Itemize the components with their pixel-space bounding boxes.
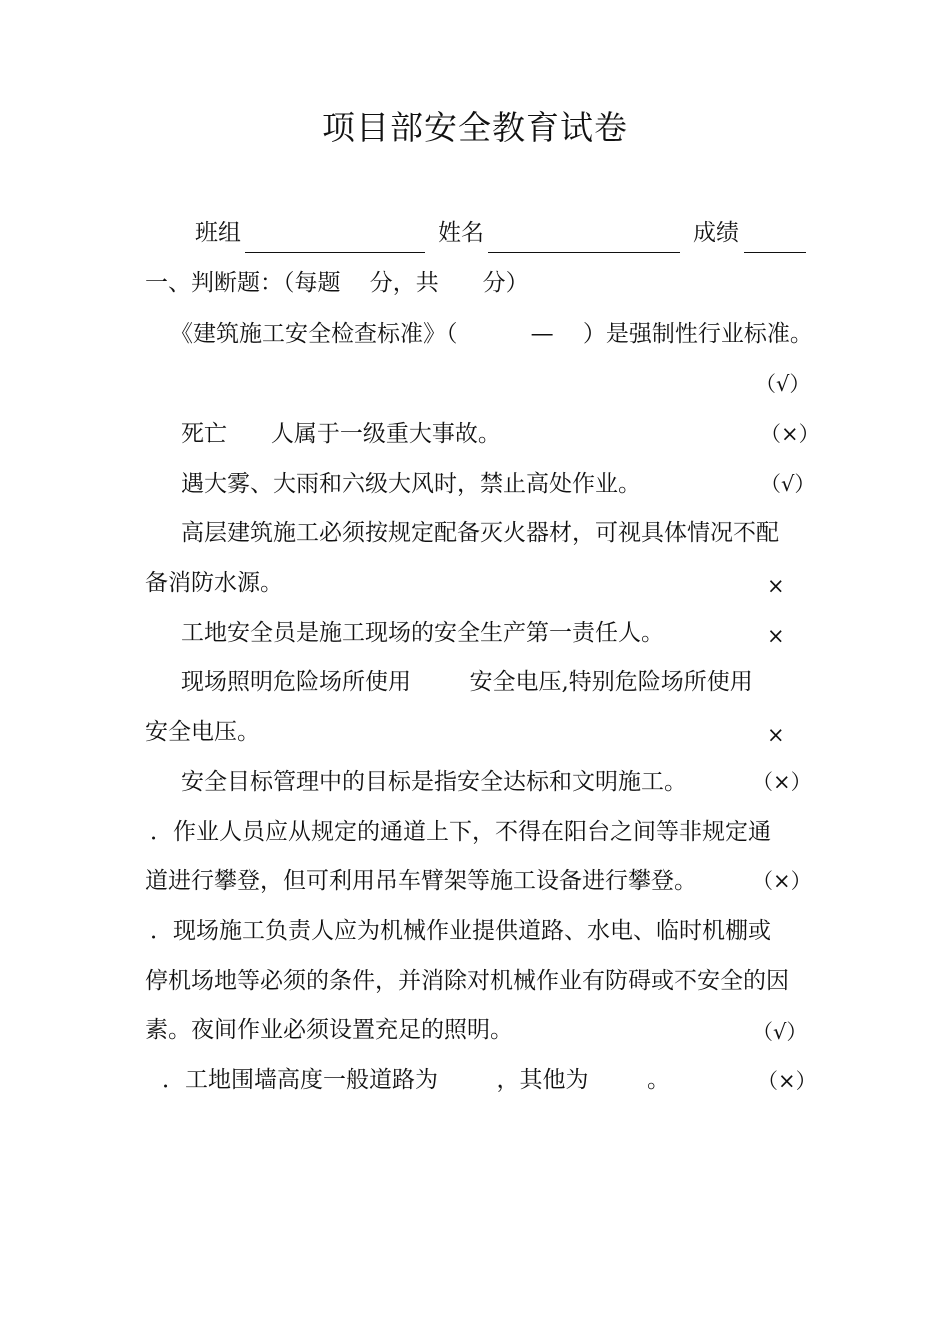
question-4-line-2: 备消防水源。 xyxy=(145,570,283,596)
question-4-line-1: 高层建筑施工必须按规定配备灭火器材，可视具体情况不配 xyxy=(181,520,779,546)
question-1-line-1: 《建筑施工安全检查标准》（ — ）是强制性行业标准。 xyxy=(170,321,813,347)
question-1-answer: （√） xyxy=(755,372,811,396)
question-6-answer: × xyxy=(767,723,785,747)
page-title: 项目部安全教育试卷 xyxy=(322,108,628,147)
question-6-line-2: 安全电压。 xyxy=(145,719,260,745)
question-3-line-1: 遇大雾、大雨和六级大风时，禁止高处作业。 xyxy=(181,471,641,497)
name-blank-line[interactable] xyxy=(488,252,680,253)
question-2-answer: （×） xyxy=(760,422,820,446)
score-label: 成绩 xyxy=(693,220,739,246)
question-9-line-3: 素。夜间作业必须设置充足的照明。 xyxy=(145,1017,513,1043)
question-3-answer: （√） xyxy=(760,472,816,496)
team-label: 班组 xyxy=(195,220,241,246)
question-9-answer: （√） xyxy=(752,1020,808,1044)
question-8-answer: （×） xyxy=(752,869,812,893)
question-10-answer: （×） xyxy=(757,1069,817,1093)
name-label: 姓名 xyxy=(438,220,484,246)
question-5-line-1: 工地安全员是施工现场的安全生产第一责任人。 xyxy=(181,620,664,646)
question-7-answer: （×） xyxy=(752,770,812,794)
question-8-line-1: ．作业人员应从规定的通道上下，不得在阳台之间等非规定通 xyxy=(150,819,771,845)
question-9-line-2: 停机场地等必须的条件，并消除对机械作业有防碍或不安全的因 xyxy=(145,968,789,994)
question-2-line-1: 死亡 人属于一级重大事故。 xyxy=(181,421,501,447)
question-6-line-1: 现场照明危险场所使用 安全电压,特别危险场所使用 xyxy=(181,669,753,695)
question-10-line-1: ．工地围墙高度一般道路为 ，其他为 。 xyxy=(162,1067,670,1093)
question-8-line-2: 道进行攀登，但可利用吊车臂架等施工设备进行攀登。 xyxy=(145,868,697,894)
score-blank-line[interactable] xyxy=(744,252,806,253)
team-blank-line[interactable] xyxy=(245,252,425,253)
question-7-line-1: 安全目标管理中的目标是指安全达标和文明施工。 xyxy=(181,769,687,795)
question-4-answer: × xyxy=(767,574,785,598)
question-9-line-1: ．现场施工负责人应为机械作业提供道路、水电、临时机棚或 xyxy=(150,918,771,944)
section-heading: 一、判断题：（每题 分，共 分） xyxy=(145,270,529,296)
question-5-answer: × xyxy=(767,624,785,648)
